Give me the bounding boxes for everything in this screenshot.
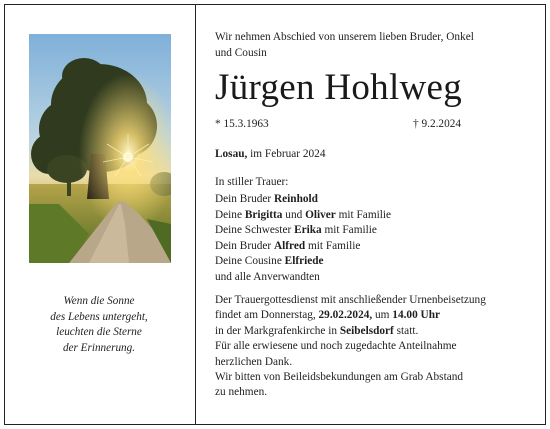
town: Losau,	[215, 148, 248, 160]
poem-line: Wenn die Sonne	[63, 295, 135, 307]
intro-line: Wir nehmen Abschied von unserem lieben Bruder, Onkel	[215, 31, 474, 43]
mourner-line: Deine Cousine Elfriede	[215, 255, 324, 268]
mourner-line: Dein Bruder Alfred mit Familie	[215, 239, 361, 252]
mourner-line: Dein Bruder Reinhold	[215, 193, 318, 205]
intro-line: und Cousin	[215, 47, 267, 59]
thanks-line: herzlichen Dank.	[215, 355, 293, 368]
poem-line: leuchten die Sterne	[56, 326, 142, 338]
memorial-photo	[29, 34, 171, 263]
thanks-line: Für alle erwiesene und noch zugedachte Anteilnahme	[215, 340, 457, 353]
place-and-date	[215, 147, 540, 161]
deceased-name: Jürgen Hohlweg	[215, 67, 463, 108]
service-info	[215, 293, 540, 401]
poem-line: der Erinnerung.	[62, 341, 136, 354]
month-year: im Februar 2024	[247, 148, 326, 160]
mourner-line: Deine Brigitta und Oliver mit Familie	[215, 208, 392, 221]
life-dates	[215, 117, 540, 131]
birth-date: * 15.3.1963	[215, 118, 269, 130]
intro-text	[215, 29, 540, 61]
mourners-list	[215, 192, 540, 286]
memorial-poem	[20, 294, 178, 356]
request-line: zu nehmen.	[215, 386, 268, 399]
mourning-heading: In stiller Trauer:	[215, 176, 289, 188]
death-date: † 9.2.2024	[413, 118, 462, 130]
request-line: Wir bitten von Beileidsbekundungen am Grab Abstand	[215, 371, 464, 384]
service-line: findet am Donnerstag, 29.02.2024, um 14.00 Uhr	[215, 309, 440, 322]
service-line: Der Trauergottesdienst mit anschließender Urnenbeisetzung	[215, 294, 486, 306]
mourner-line: und alle Anverwandten	[215, 270, 320, 283]
column-divider	[195, 4, 196, 425]
service-line: in der Markgrafenkirche in Seibelsdorf statt.	[215, 324, 419, 337]
poem-line: des Lebens untergeht,	[50, 310, 148, 323]
mourner-line: Deine Schwester Erika mit Familie	[215, 224, 377, 237]
